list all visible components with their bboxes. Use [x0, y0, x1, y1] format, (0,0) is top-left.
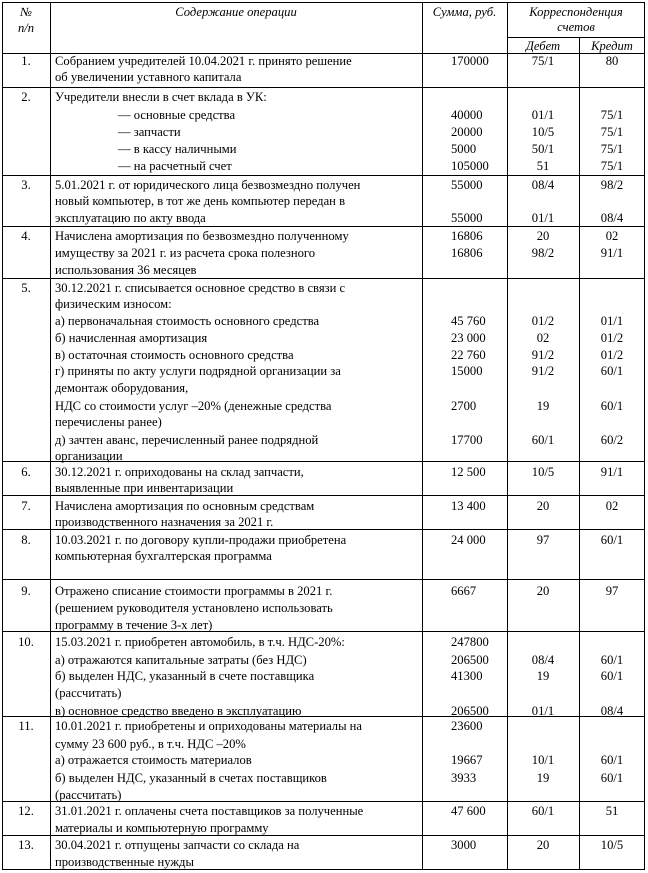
debit-cell: 20	[536, 499, 550, 513]
debit-cell: 20	[536, 838, 550, 852]
debit-cell: 60/1	[531, 433, 555, 447]
operation-text: производственного назначения за 2021 г.	[55, 515, 274, 529]
credit-cell: 60/1	[600, 364, 624, 378]
operation-text: б) выделен НДС, указанный в счетах поставщиков	[55, 771, 327, 785]
sum-cell: 13 400	[451, 499, 486, 513]
operation-text: компьютерная бухгалтерская программа	[55, 549, 272, 563]
debit-cell: 19	[536, 399, 550, 413]
operation-text: — основные средства	[118, 108, 236, 122]
row-number: 12.	[18, 804, 34, 818]
row-number: 5.	[21, 281, 31, 295]
sum-cell: 5000	[451, 142, 477, 156]
header-debit: Дебет	[525, 39, 561, 53]
credit-cell: 60/1	[600, 533, 624, 547]
operation-text: производственные нужды	[55, 855, 194, 869]
operation-text: б) выделен НДС, указанный в счете поставщика	[55, 669, 315, 683]
operation-text: а) первоначальная стоимость основного средства	[55, 314, 320, 328]
operation-text: 30.04.2021 г. отпущены запчасти со склада на	[55, 838, 300, 852]
row-number: 10.	[18, 635, 34, 649]
operation-text: выявленные при инвентаризации	[55, 481, 234, 495]
operation-text: 30.12.2021 г. списывается основное средство в связи с	[55, 281, 346, 295]
sum-cell: 247800	[451, 635, 489, 649]
debit-cell: 98/2	[531, 246, 555, 260]
sum-cell: 17700	[451, 433, 483, 447]
operation-text: НДС со стоимости услуг –20% (денежные средства	[55, 399, 332, 413]
sum-cell: 41300	[451, 669, 483, 683]
header-number: №	[20, 5, 32, 19]
credit-cell: 98/2	[600, 178, 624, 192]
sum-cell: 16806	[451, 246, 483, 260]
row-number: 1.	[21, 54, 31, 68]
operation-text: в) основное средство введено в эксплуатацию	[55, 704, 302, 718]
credit-cell: 51	[605, 804, 619, 818]
sum-cell: 170000	[451, 54, 489, 68]
debit-cell: 50/1	[531, 142, 555, 156]
header-sum: Сумма, руб.	[432, 5, 497, 19]
header-credit: Кредит	[591, 39, 633, 53]
sum-cell: 20000	[451, 125, 483, 139]
sum-cell: 40000	[451, 108, 483, 122]
credit-cell: 75/1	[600, 125, 624, 139]
credit-cell: 02	[605, 499, 619, 513]
operation-text: Начислена амортизация по основным средствам	[55, 499, 315, 513]
sum-cell: 16806	[451, 229, 483, 243]
row-number: 6.	[21, 465, 31, 479]
operation-text: Учредители внесли в счет вклада в УК:	[55, 90, 267, 104]
operation-text: материалы и компьютерную программу	[55, 821, 269, 835]
debit-cell: 20	[536, 229, 550, 243]
sum-cell: 12 500	[451, 465, 486, 479]
operation-text: Собранием учредителей 10.04.2021 г. принято решение	[55, 54, 352, 68]
row-number: 9.	[21, 584, 31, 598]
credit-cell: 08/4	[600, 704, 624, 718]
operation-text: организации	[55, 449, 123, 463]
debit-cell: 91/2	[531, 364, 555, 378]
debit-cell: 01/1	[531, 211, 555, 225]
row-number: 2.	[21, 90, 31, 104]
debit-cell: 10/5	[531, 465, 555, 479]
header-correspondence: счетов	[557, 20, 595, 34]
operation-text: программу в течение 3-х лет)	[55, 618, 213, 632]
operation-text: в) остаточная стоимость основного средства	[55, 348, 294, 362]
credit-cell: 60/1	[600, 669, 624, 683]
operation-text: использования 36 месяцев	[55, 263, 197, 277]
operation-text: физическим износом:	[55, 297, 172, 311]
operations-table	[2, 2, 645, 870]
debit-cell: 01/1	[531, 704, 555, 718]
debit-cell: 20	[536, 584, 550, 598]
operation-text: 15.03.2021 г. приобретен автомобиль, в т.ч. НДС-20%:	[55, 635, 345, 649]
operation-text: эксплуатацию по акту ввода	[55, 211, 206, 225]
operation-text: — на расчетный счет	[118, 159, 232, 173]
operation-text: а) отражаются капитальные затраты (без НДС)	[55, 653, 307, 667]
operation-text: Начислена амортизация по безвозмездно полученному	[55, 229, 349, 243]
sum-cell: 55000	[451, 178, 483, 192]
sum-cell: 23 000	[451, 331, 486, 345]
debit-cell: 75/1	[531, 54, 555, 68]
debit-cell: 60/1	[531, 804, 555, 818]
sum-cell: 22 760	[451, 348, 486, 362]
credit-cell: 60/1	[600, 399, 624, 413]
sum-cell: 6667	[451, 584, 477, 598]
credit-cell: 91/1	[600, 246, 624, 260]
operation-text: б) начисленная амортизация	[55, 331, 208, 345]
sum-cell: 206500	[451, 704, 489, 718]
operation-text: 10.03.2021 г. по договору купли-продажи приобретена	[55, 533, 347, 547]
sum-cell: 47 600	[451, 804, 486, 818]
operation-text: демонтаж оборудования,	[55, 381, 189, 395]
header-content: Содержание операции	[175, 5, 297, 19]
debit-cell: 91/2	[531, 348, 555, 362]
operation-text: (решением руководителя установлено использовать	[55, 601, 333, 615]
credit-cell: 75/1	[600, 159, 624, 173]
operation-text: 31.01.2021 г. оплачены счета поставщиков за полученные	[55, 804, 364, 818]
credit-cell: 01/2	[600, 348, 624, 362]
operation-text: имуществу за 2021 г. из расчета срока полезного	[55, 246, 316, 260]
operation-text: а) отражается стоимость материалов	[55, 753, 252, 767]
sum-cell: 2700	[451, 399, 477, 413]
row-number: 3.	[21, 178, 31, 192]
debit-cell: 02	[536, 331, 550, 345]
credit-cell: 91/1	[600, 465, 624, 479]
debit-cell: 08/4	[531, 653, 555, 667]
operation-text: (рассчитать)	[55, 788, 122, 802]
header-number: п/п	[17, 21, 35, 35]
operation-text: — в кассу наличными	[118, 142, 237, 156]
sum-cell: 24 000	[451, 533, 486, 547]
operation-text: д) зачтен аванс, перечисленный ранее подрядной	[55, 433, 319, 447]
credit-cell: 01/2	[600, 331, 624, 345]
credit-cell: 75/1	[600, 142, 624, 156]
debit-cell: 01/1	[531, 108, 555, 122]
credit-cell: 60/1	[600, 753, 624, 767]
credit-cell: 80	[605, 54, 619, 68]
operation-text: новый компьютер, в тот же день компьютер передан в	[55, 194, 346, 208]
sum-cell: 3933	[451, 771, 477, 785]
debit-cell: 97	[536, 533, 550, 547]
sum-cell: 15000	[451, 364, 483, 378]
debit-cell: 19	[536, 771, 550, 785]
debit-cell: 19	[536, 669, 550, 683]
operation-text: сумму 23 600 руб., в т.ч. НДС –20%	[55, 737, 246, 751]
sum-cell: 206500	[451, 653, 489, 667]
sum-cell: 105000	[451, 159, 489, 173]
credit-cell: 01/1	[600, 314, 624, 328]
credit-cell: 60/1	[600, 653, 624, 667]
row-number: 4.	[21, 229, 31, 243]
sum-cell: 23600	[451, 719, 483, 733]
sum-cell: 45 760	[451, 314, 486, 328]
row-number: 11.	[18, 719, 34, 733]
debit-cell: 10/5	[531, 125, 555, 139]
credit-cell: 02	[605, 229, 619, 243]
credit-cell: 08/4	[600, 211, 624, 225]
sum-cell: 55000	[451, 211, 483, 225]
operation-text: — запчасти	[118, 125, 181, 139]
row-number: 7.	[21, 499, 31, 513]
operation-text: об увеличении уставного капитала	[55, 70, 242, 84]
operation-text: 30.12.2021 г. оприходованы на склад запчасти,	[55, 465, 304, 479]
credit-cell: 60/1	[600, 771, 624, 785]
header-correspondence: Корреспонденция	[529, 5, 623, 19]
operation-text: (рассчитать)	[55, 686, 122, 700]
operation-text: 10.01.2021 г. приобретены и оприходованы материалы на	[55, 719, 363, 733]
operation-text: 5.01.2021 г. от юридического лица безвозмездно получен	[55, 178, 361, 192]
credit-cell: 97	[605, 584, 619, 598]
debit-cell: 51	[536, 159, 550, 173]
operation-text: перечислены ранее)	[55, 415, 162, 429]
debit-cell: 10/1	[531, 753, 555, 767]
row-number: 8.	[21, 533, 31, 547]
row-number: 13.	[18, 838, 34, 852]
debit-cell: 08/4	[531, 178, 555, 192]
credit-cell: 75/1	[600, 108, 624, 122]
operation-text: г) приняты по акту услуги подрядной организации за	[55, 364, 341, 378]
sum-cell: 3000	[451, 838, 477, 852]
operation-text: Отражено списание стоимости программы в 2021 г.	[55, 584, 333, 598]
credit-cell: 60/2	[600, 433, 624, 447]
debit-cell: 01/2	[531, 314, 555, 328]
credit-cell: 10/5	[600, 838, 624, 852]
sum-cell: 19667	[451, 753, 483, 767]
